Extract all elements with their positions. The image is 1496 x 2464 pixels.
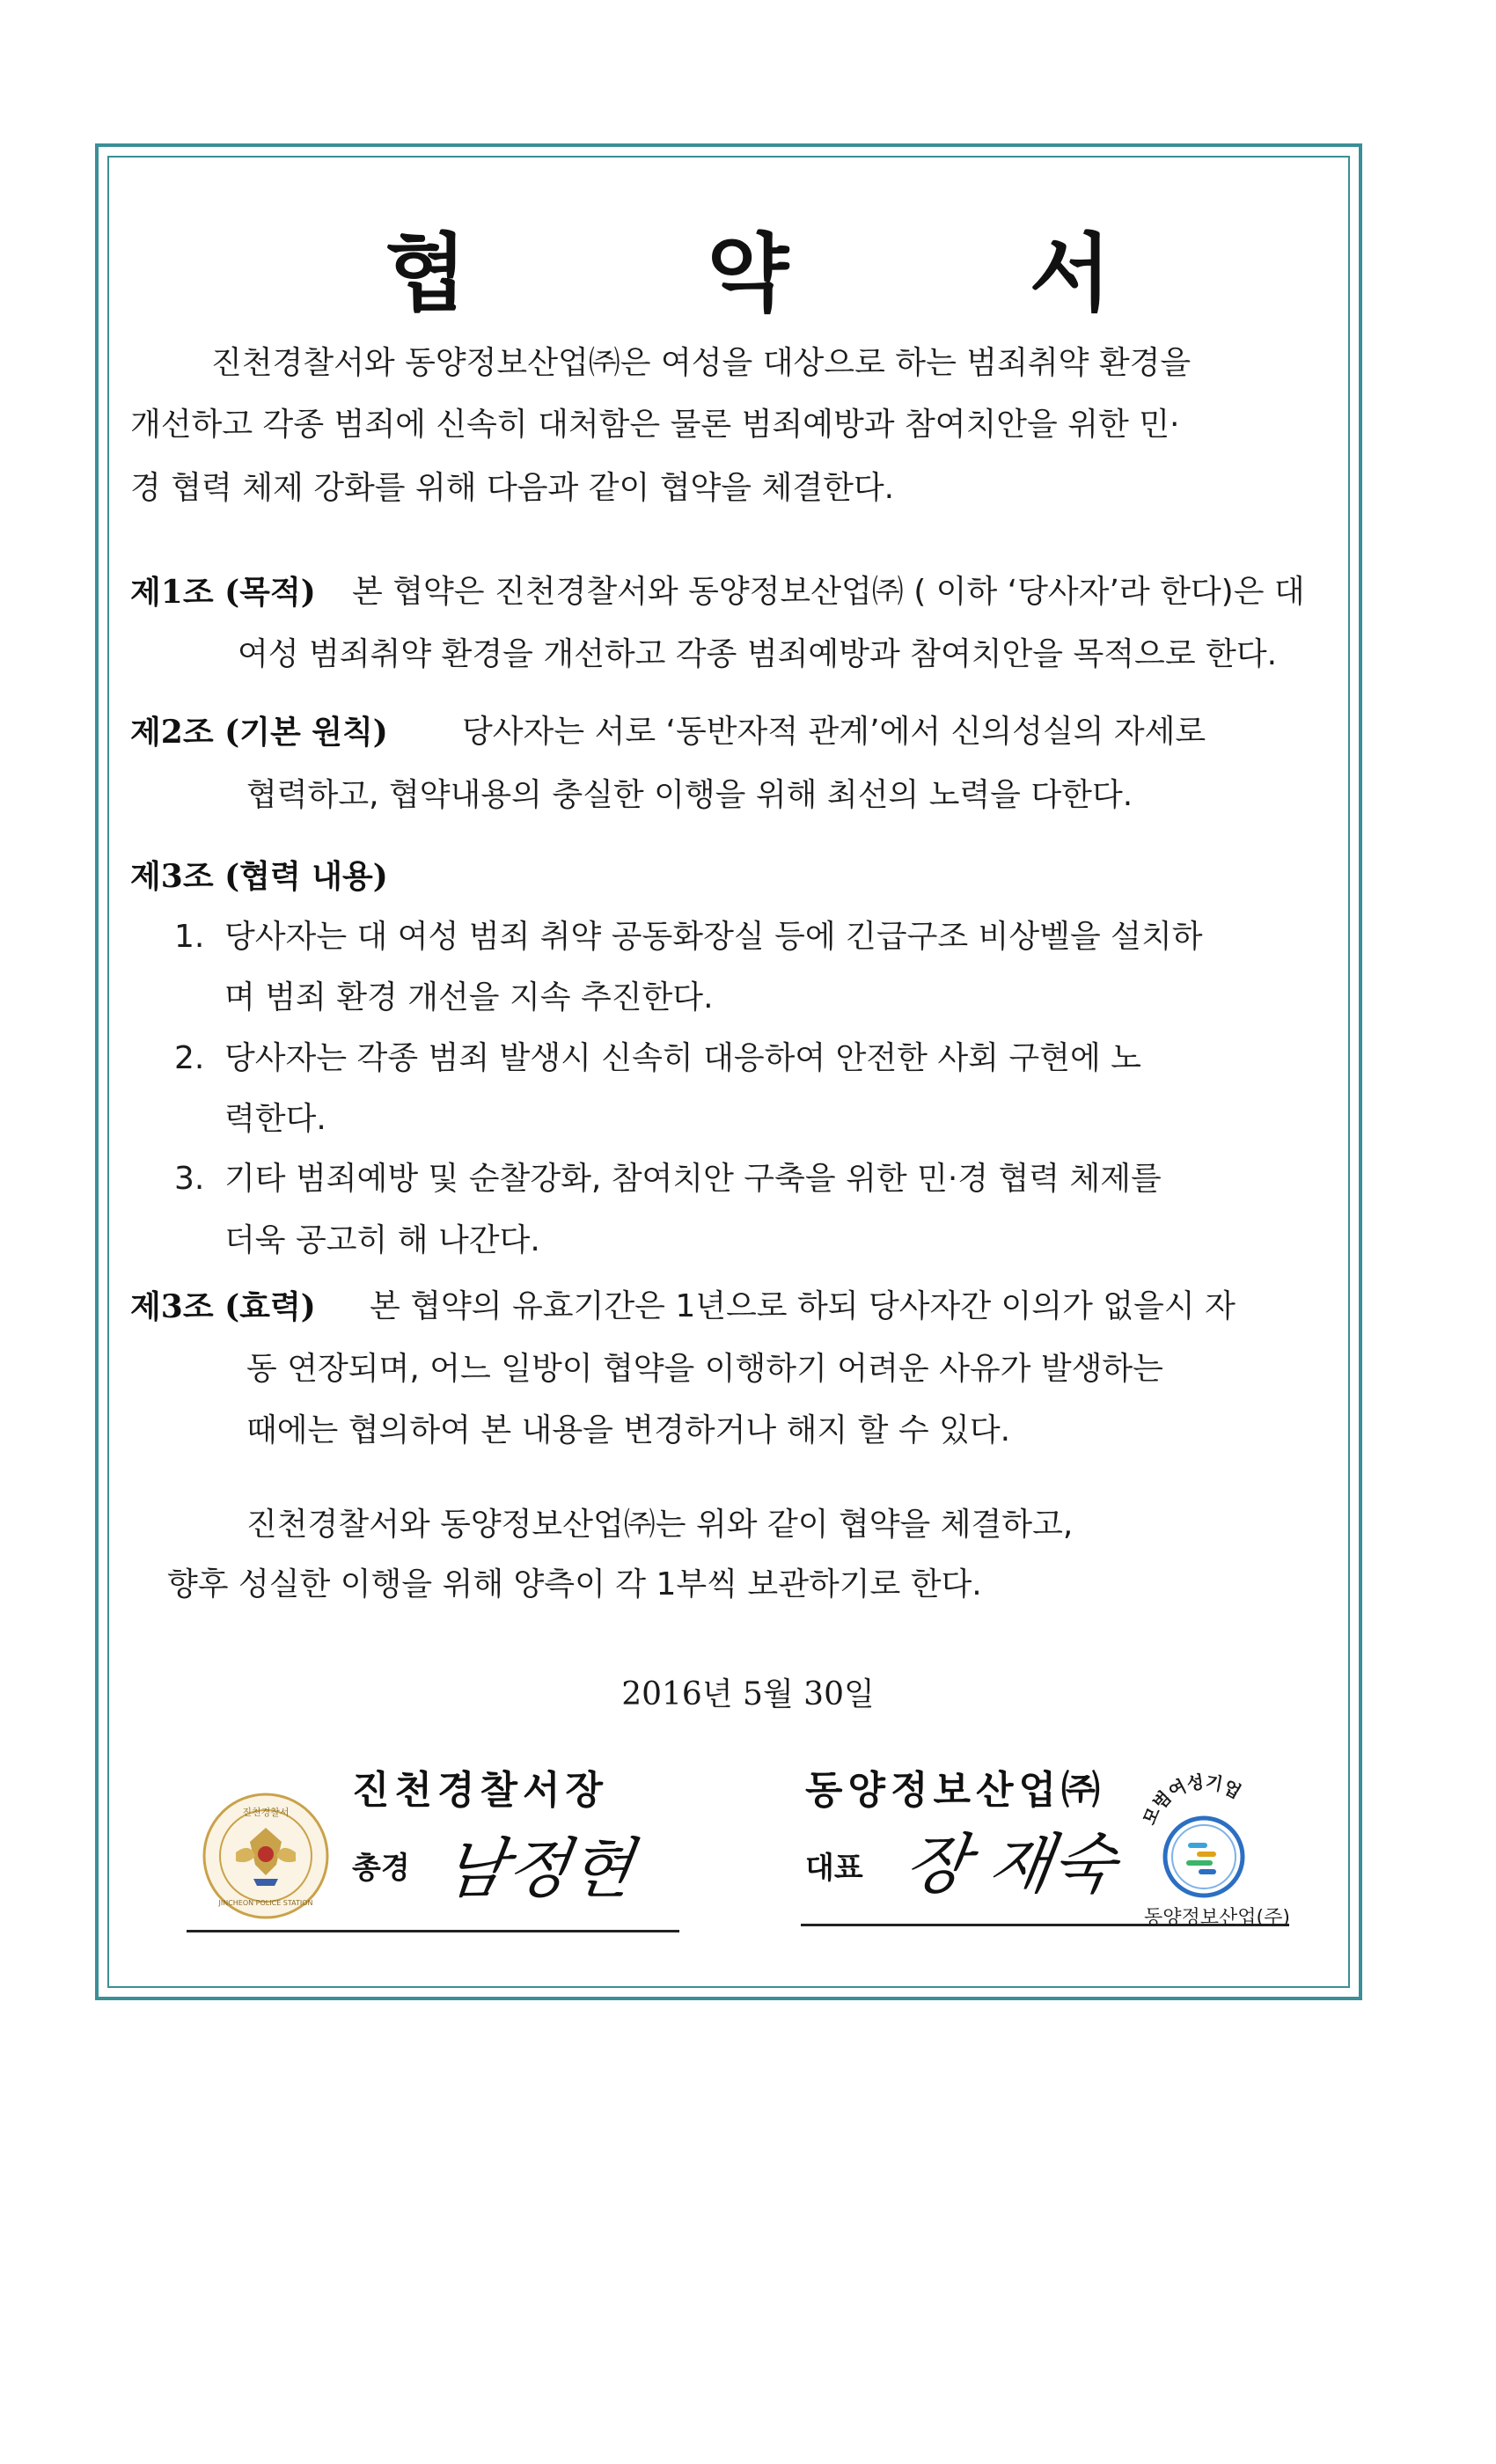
party-right-org: 동양정보산업㈜ bbox=[805, 1768, 1106, 1813]
article-4-line-1: 본 협약의 유효기간은 1년으로 하되 당사자간 이의가 없을시 자 bbox=[370, 1288, 1236, 1324]
closing-line-1: 진천경찰서와 동양정보산업㈜는 위와 같이 협약을 체결하고, bbox=[246, 1507, 1074, 1543]
party-right-signature: 장 재숙 bbox=[900, 1827, 1121, 1903]
article-4-heading: 제3조 (효력) bbox=[130, 1288, 316, 1325]
article-2-line-1: 당사자는 서로 ‘동반자적 관계’에서 신의성실의 자세로 bbox=[462, 714, 1206, 750]
police-seal-icon bbox=[201, 1791, 331, 1921]
article-2-heading: 제2조 (기본 원칙) bbox=[130, 714, 388, 751]
article-3-item-3-number: 3. bbox=[174, 1161, 205, 1197]
agreement-date: 2016년 5월 30일 bbox=[621, 1676, 875, 1712]
article-4-line-3: 때에는 협의하여 본 내용을 변경하거나 해지 할 수 있다. bbox=[246, 1412, 1011, 1448]
police-seal-ring-text: JINCHEON POLICE STATION bbox=[218, 1899, 313, 1907]
article-2-line-2: 협력하고, 협약내용의 충실한 이행을 위해 최선의 노력을 다한다. bbox=[246, 777, 1133, 813]
badge-caption: 동양정보산업(주) bbox=[1144, 1907, 1290, 1929]
article-1-line-2: 여성 범죄취약 환경을 개선하고 각종 범죄예방과 참여치안을 목적으로 한다. bbox=[238, 636, 1278, 672]
party-left-signature-line bbox=[187, 1930, 679, 1932]
article-3-heading: 제3조 (협력 내용) bbox=[130, 858, 388, 895]
article-1-heading: 제1조 (목적) bbox=[130, 574, 316, 611]
intro-line-2: 개선하고 각종 범죄에 신속히 대처함은 물론 범죄예방과 참여치안을 위한 민· bbox=[130, 407, 1180, 443]
article-3-item-3-line-2: 더욱 공고히 해 나간다. bbox=[224, 1222, 540, 1258]
party-left-rank: 총경 bbox=[352, 1851, 410, 1886]
document-title: 협 약 서 bbox=[385, 224, 1217, 323]
article-3-item-1-line-2: 며 범죄 환경 개선을 지속 추진한다. bbox=[224, 979, 714, 1016]
intro-line-1: 진천경찰서와 동양정보산업㈜은 여성을 대상으로 하는 범죄취약 환경을 bbox=[211, 345, 1192, 381]
article-3-item-3-line-1: 기타 범죄예방 및 순찰강화, 참여치안 구축을 위한 민·경 협력 체제를 bbox=[224, 1161, 1162, 1197]
model-women-enterprise-badge-icon bbox=[1133, 1771, 1274, 1903]
article-3-item-1-number: 1. bbox=[174, 919, 205, 955]
article-1-line-1: 본 협약은 진천경찰서와 동양정보산업㈜ ( 이하 ‘당사자’라 한다)은 대 bbox=[352, 574, 1305, 610]
party-left-org: 진천경찰서장 bbox=[352, 1768, 609, 1813]
badge-arc-text: 모범여성기업 bbox=[1138, 1771, 1245, 1829]
article-4-line-2: 동 연장되며, 어느 일방이 협약을 이행하기 어려운 사유가 발생하는 bbox=[246, 1351, 1163, 1387]
article-3-item-2-number: 2. bbox=[174, 1040, 205, 1076]
party-left-signature: 남정현 bbox=[438, 1831, 638, 1907]
closing-line-2: 향후 성실한 이행을 위해 양측이 각 1부씩 보관하기로 한다. bbox=[167, 1566, 982, 1602]
police-seal-text: 진천경찰서 bbox=[242, 1807, 290, 1818]
article-3-item-2-line-2: 력한다. bbox=[224, 1101, 326, 1137]
party-right-rank: 대표 bbox=[805, 1851, 863, 1886]
intro-line-3: 경 협력 체제 강화를 위해 다음과 같이 협약을 체결한다. bbox=[130, 470, 895, 506]
article-3-item-1-line-1: 당사자는 대 여성 범죄 취약 공동화장실 등에 긴급구조 비상벨을 설치하 bbox=[224, 919, 1203, 955]
article-3-item-2-line-1: 당사자는 각종 범죄 발생시 신속히 대응하여 안전한 사회 구현에 노 bbox=[224, 1040, 1141, 1076]
